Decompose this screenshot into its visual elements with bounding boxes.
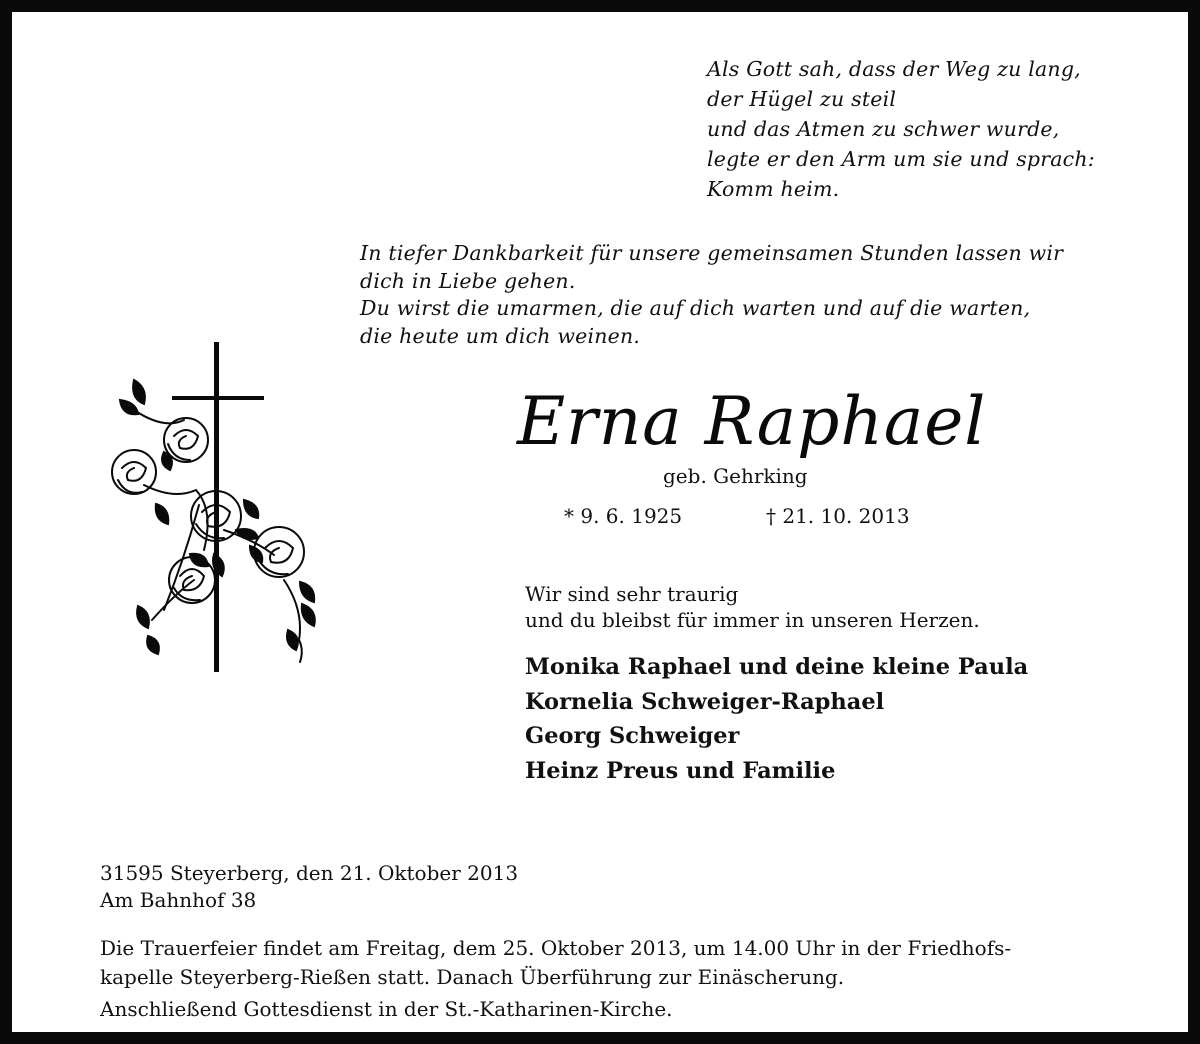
funeral-line: Die Trauerfeier findet am Freitag, dem 25. Oktober 2013, um 14.00 Uhr in der Friedhofs- bbox=[100, 936, 1012, 960]
address-block bbox=[100, 860, 518, 914]
lament-text bbox=[525, 581, 980, 633]
dedication-line: Du wirst die umarmen, die auf dich warten und auf die warten, bbox=[360, 296, 1031, 320]
deceased-name: Erna Raphael bbox=[517, 383, 987, 460]
funeral-line: kapelle Steyerberg-Rießen statt. Danach Überführung zur Einäscherung. bbox=[100, 965, 845, 989]
poem bbox=[707, 54, 1095, 204]
street-address: Am Bahnhof 38 bbox=[100, 888, 257, 912]
birth-date: * 9. 6. 1925 bbox=[564, 504, 683, 528]
dedication-line: dich in Liebe gehen. bbox=[360, 268, 576, 293]
mourner-name: Monika Raphael und deine kleine Paula bbox=[525, 654, 1029, 680]
death-date: † 21. 10. 2013 bbox=[766, 504, 910, 528]
poem-line: und das Atmen zu schwer wurde, bbox=[707, 117, 1060, 141]
mourners-list bbox=[525, 650, 1028, 788]
lament-line: und du bleibst für immer in unseren Herzen. bbox=[525, 608, 980, 632]
place-and-date: 31595 Steyerberg, den 21. Oktober 2013 bbox=[100, 861, 519, 885]
church-service-notice: Anschließend Gottesdienst in der St.-Katharinen-Kirche. bbox=[100, 997, 673, 1021]
life-dates bbox=[564, 503, 910, 529]
poem-line: der Hügel zu steil bbox=[707, 87, 897, 111]
poem-line: Als Gott sah, dass der Weg zu lang, bbox=[707, 57, 1081, 81]
poem-line: Komm heim. bbox=[707, 177, 840, 201]
mourner-name: Kornelia Schweiger-Raphael bbox=[525, 688, 885, 715]
mourner-name: Heinz Preus und Familie bbox=[525, 757, 836, 784]
lament-line: Wir sind sehr traurig bbox=[525, 582, 739, 606]
dedication-line: die heute um dich weinen. bbox=[360, 323, 641, 348]
maiden-name: geb. Gehrking bbox=[663, 464, 808, 488]
poem-line: legte er den Arm um sie und sprach: bbox=[707, 147, 1095, 171]
dedication-text bbox=[360, 240, 1130, 350]
cross-with-roses-icon bbox=[104, 340, 344, 680]
dedication-line: In tiefer Dankbarkeit für unsere gemeinsamen Stunden lassen wir bbox=[360, 241, 1064, 265]
mourner-name: Georg Schweiger bbox=[525, 723, 740, 749]
funeral-notice bbox=[100, 934, 1140, 992]
